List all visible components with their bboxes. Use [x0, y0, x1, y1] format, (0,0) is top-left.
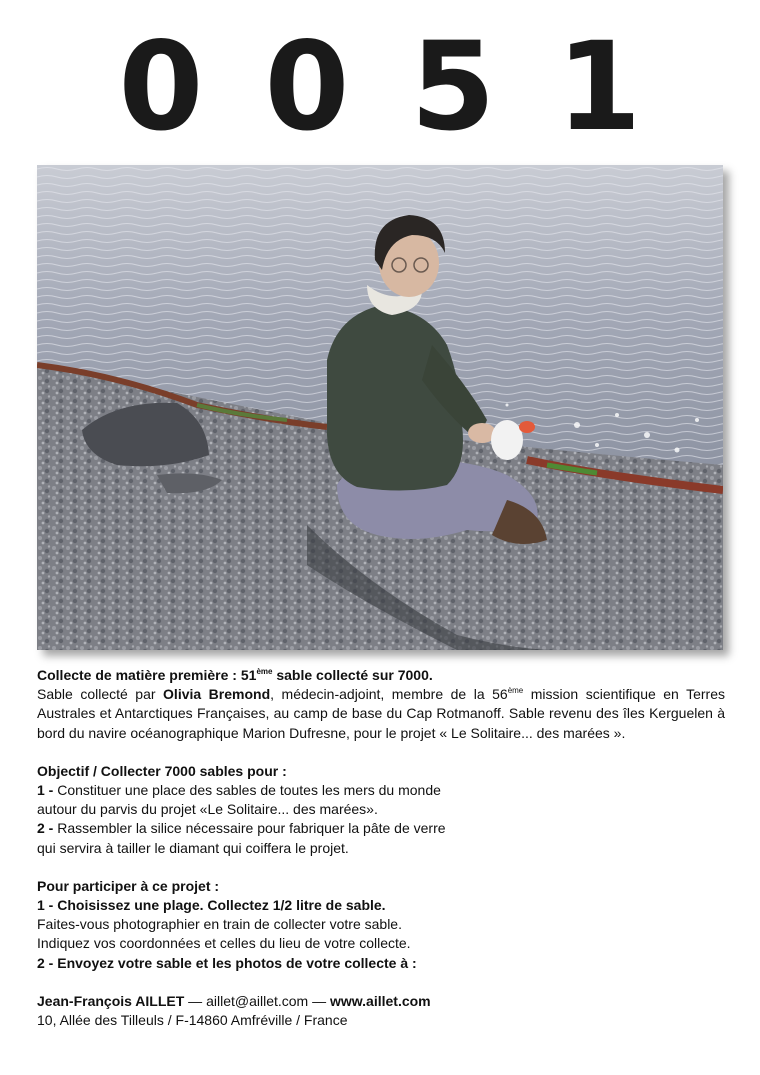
beach-photo: [37, 165, 723, 650]
title-sup: ème: [256, 667, 273, 676]
item-number: 2 -: [37, 820, 54, 837]
collect-title: [37, 666, 725, 685]
collector-name: Olivia Bremond: [163, 686, 271, 703]
separator: —: [308, 992, 330, 1009]
digit: 1: [556, 16, 642, 158]
digit: 5: [410, 16, 496, 158]
desc-part: mission scientifique en Terres Australes et Antarctiques Françaises, au camp de base du Cap Rotmanoff. Sable revenu des îles Kerguelen à bord du navire océanographique Marion Dufresne, pour le projet « Le Solitaire... des marées ».: [37, 686, 725, 741]
participer-line-3: Indiquez vos coordonnées et celles du lieu de votre collecte.: [37, 935, 411, 952]
participer-line-2: Faites-vous photographier en train de collecter votre sable.: [37, 916, 402, 933]
beach-photo-illustration: [37, 165, 723, 650]
title-prefix: Collecte de matière première : 51: [37, 667, 257, 683]
objectif-heading: Objectif / Collecter 7000 sables pour :: [37, 762, 287, 779]
participer-heading: Pour participer à ce projet :: [37, 877, 220, 894]
digit: 0: [264, 16, 350, 158]
participer-step-1: [37, 896, 725, 915]
desc-part: Sable collecté par: [37, 686, 164, 703]
contact-name: Jean-François AILLET: [37, 992, 185, 1009]
objectif-item-1: [37, 781, 725, 800]
step-1-text: 1 - Choisissez une plage. Collectez 1/2 litre de sable.: [37, 897, 386, 914]
desc-sup: ème: [507, 686, 524, 696]
item-text: Constituer une place des sables de toutes les mers du monde: [53, 782, 441, 799]
description-text: [37, 666, 725, 1030]
item-text: Rassembler la silice nécessaire pour fabriquer la pâte de verre: [53, 820, 446, 837]
contact-website[interactable]: www.aillet.com: [330, 992, 431, 1009]
sample-number-heading: [0, 16, 760, 158]
objectif-item-2: [37, 819, 725, 838]
title-suffix: sable collecté sur 7000.: [272, 667, 433, 683]
participer-step-2: [37, 954, 725, 973]
contact-line: [37, 992, 725, 1011]
contact-email[interactable]: aillet@aillet.com: [206, 992, 309, 1009]
collect-description: [37, 685, 725, 743]
item-number: 1 -: [37, 782, 54, 799]
participer-title: [37, 877, 725, 896]
objectif-item-2-cont: qui servira à tailler le diamant qui coiffera le projet.: [37, 839, 349, 856]
objectif-item-1-cont: autour du parvis du projet «Le Solitaire... des marées».: [37, 801, 378, 818]
desc-part: , médecin-adjoint, membre de la 56: [270, 686, 508, 703]
objectif-title: [37, 762, 725, 781]
separator: —: [184, 992, 207, 1009]
contact-address: 10, Allée des Tilleuls / F-14860 Amfréville / France: [37, 1012, 348, 1029]
step-2-text: 2 - Envoyez votre sable et les photos de votre collecte à :: [37, 954, 417, 971]
digit: 0: [118, 16, 204, 158]
